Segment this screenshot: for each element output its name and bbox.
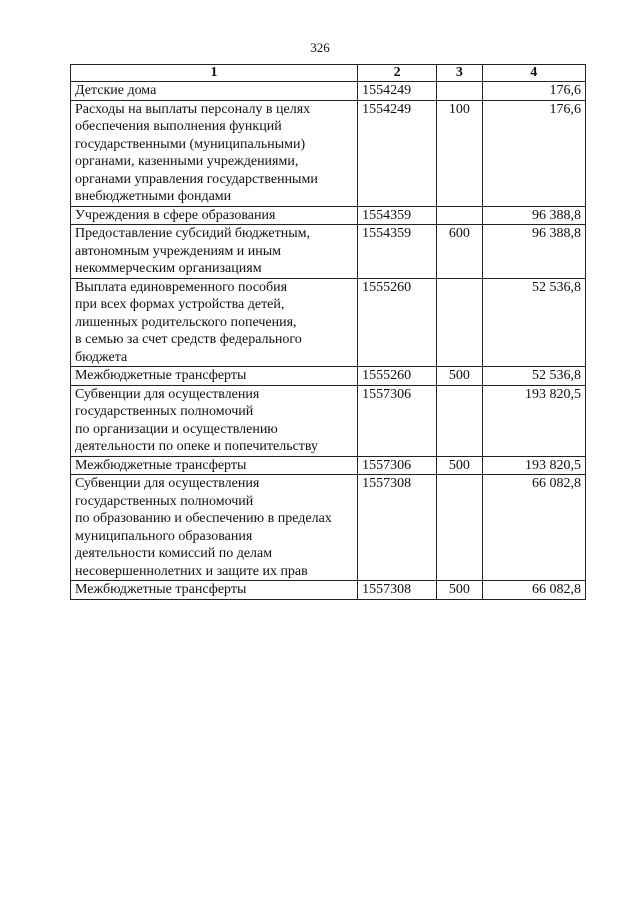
expense-name-line: Межбюджетные трансферты <box>75 457 247 473</box>
target-code-cell: 1557308 <box>358 475 437 581</box>
expense-name-line: внебюджетными фондами <box>75 189 232 204</box>
table-row <box>71 456 586 475</box>
column-header: 2 <box>358 65 437 82</box>
amount-cell: 66 082,8 <box>482 581 585 600</box>
expense-name-line: Субвенции для осуществления <box>75 386 260 402</box>
expense-name-cell <box>71 385 358 456</box>
expense-name-line: Расходы на выплаты персоналу в целях <box>75 101 311 117</box>
expense-name-line: государственными (муниципальными) <box>75 136 306 152</box>
target-code-cell: 1554359 <box>358 206 437 225</box>
expense-name-cell <box>71 100 358 206</box>
table-row <box>71 581 586 600</box>
expense-type-cell <box>437 82 482 101</box>
expense-name-cell <box>71 82 358 101</box>
expense-name-line: деятельности комиссий по делам <box>75 546 273 561</box>
expense-name-line: Межбюджетные трансферты <box>75 368 247 383</box>
expense-name-cell <box>71 278 358 367</box>
table-body <box>71 82 586 600</box>
amount-cell: 52 536,8 <box>482 367 585 386</box>
table-row <box>71 225 586 279</box>
column-header: 3 <box>437 65 482 82</box>
expense-name-cell <box>71 225 358 279</box>
budget-table <box>70 64 586 600</box>
expense-name-line: обеспечения выполнения функций <box>75 119 282 134</box>
expense-name-cell <box>71 367 358 386</box>
target-code-cell: 1557308 <box>358 581 437 600</box>
table-row <box>71 475 586 581</box>
expense-name-line: Детские дома <box>75 83 157 98</box>
expense-type-cell: 600 <box>437 225 482 279</box>
expense-name-line: несовершеннолетних и защите их прав <box>75 563 308 579</box>
table-row <box>71 385 586 456</box>
expense-name-line: бюджета <box>75 349 128 365</box>
expense-name-line: Учреждения в сфере образования <box>75 207 276 223</box>
expense-name-cell <box>71 581 358 600</box>
amount-cell: 193 820,5 <box>482 385 585 456</box>
target-code-cell: 1554249 <box>358 100 437 206</box>
expense-name-line: автономным учреждениям и иным <box>75 243 282 259</box>
expense-type-cell: 500 <box>437 456 482 475</box>
expense-type-cell <box>437 206 482 225</box>
expense-name-line: органами, казенными учреждениями, <box>75 154 299 169</box>
target-code-cell: 1557306 <box>358 456 437 475</box>
column-header: 4 <box>482 65 585 82</box>
expense-name-line: муниципального образования <box>75 528 253 544</box>
expense-name-line: по образованию и обеспечению в пределах <box>75 511 332 526</box>
table-row <box>71 278 586 367</box>
amount-cell: 96 388,8 <box>482 206 585 225</box>
expense-type-cell: 500 <box>437 581 482 600</box>
expense-name-line: лишенных родительского попечения, <box>75 314 297 330</box>
table-row <box>71 82 586 101</box>
table-row <box>71 206 586 225</box>
expense-type-cell <box>437 475 482 581</box>
amount-cell: 176,6 <box>482 100 585 206</box>
expense-name-line: государственных полномочий <box>75 404 254 419</box>
expense-name-line: по организации и осуществлению <box>75 421 278 437</box>
expense-name-line: Межбюджетные трансферты <box>75 582 247 597</box>
column-header: 1 <box>71 65 358 82</box>
target-code-cell: 1555260 <box>358 278 437 367</box>
amount-cell: 176,6 <box>482 82 585 101</box>
expense-name-line: государственных полномочий <box>75 493 254 509</box>
target-code-cell: 1554359 <box>358 225 437 279</box>
expense-name-line: при всех формах устройства детей, <box>75 297 285 312</box>
expense-type-cell <box>437 278 482 367</box>
expense-type-cell: 500 <box>437 367 482 386</box>
expense-name-cell <box>71 456 358 475</box>
table-row <box>71 100 586 206</box>
amount-cell: 193 820,5 <box>482 456 585 475</box>
expense-name-line: Предоставление субсидий бюджетным, <box>75 226 311 241</box>
amount-cell: 52 536,8 <box>482 278 585 367</box>
expense-name-cell <box>71 206 358 225</box>
expense-name-cell <box>71 475 358 581</box>
expense-type-cell: 100 <box>437 100 482 206</box>
target-code-cell: 1554249 <box>358 82 437 101</box>
expense-name-line: органами управления государственными <box>75 171 318 187</box>
table-row <box>71 367 586 386</box>
amount-cell: 96 388,8 <box>482 225 585 279</box>
expense-name-line: деятельности по опеке и попечительству <box>75 439 319 454</box>
page-number: 326 <box>310 40 330 55</box>
amount-cell: 66 082,8 <box>482 475 585 581</box>
expense-name-line: некоммерческим организациям <box>75 261 262 276</box>
target-code-cell: 1557306 <box>358 385 437 456</box>
expense-type-cell <box>437 385 482 456</box>
expense-name-line: Выплата единовременного пособия <box>75 279 288 295</box>
target-code-cell: 1555260 <box>358 367 437 386</box>
table-header-row <box>71 65 586 82</box>
expense-name-line: Субвенции для осуществления <box>75 476 260 491</box>
expense-name-line: в семью за счет средств федерального <box>75 332 302 347</box>
